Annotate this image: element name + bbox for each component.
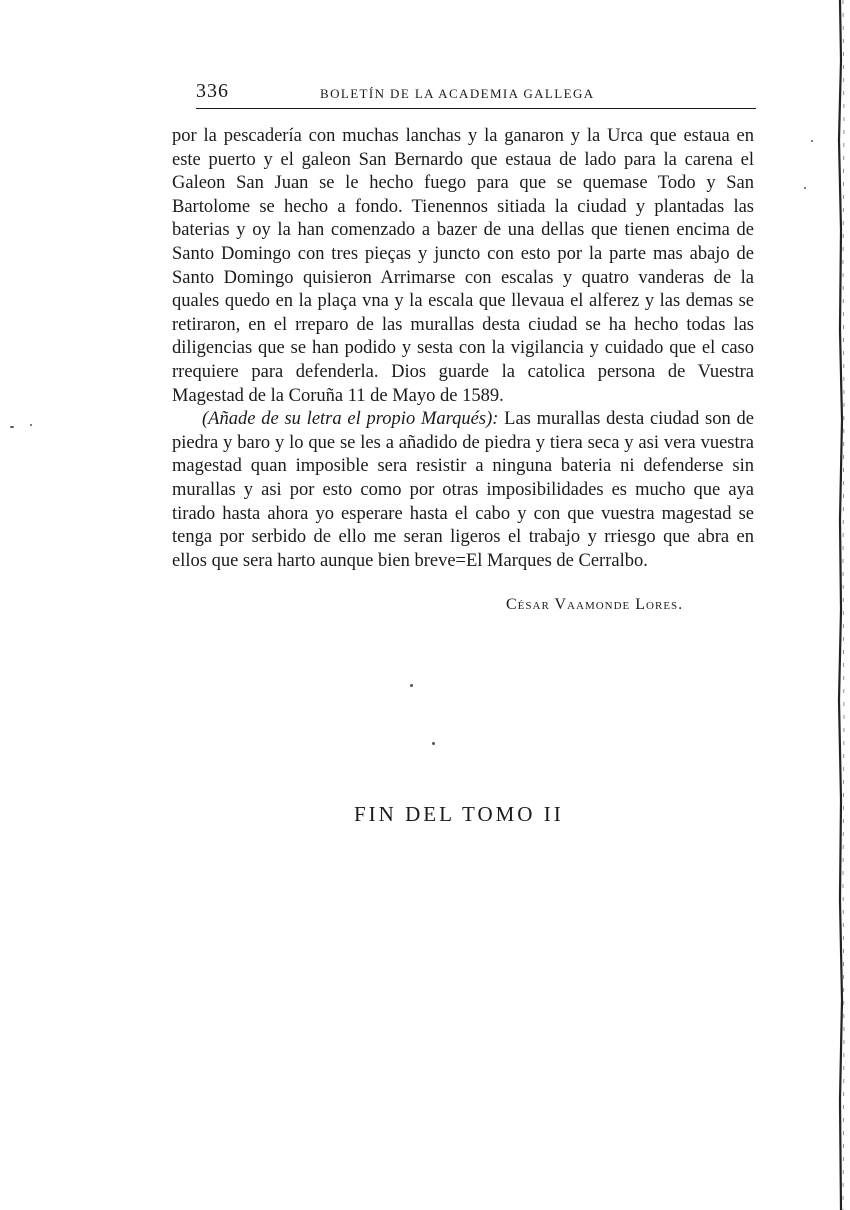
print-speck: [804, 187, 806, 189]
page-number: 336: [196, 80, 229, 102]
author-signature: César Vaamonde Lores.: [506, 596, 684, 613]
page-binding-edge: [836, 0, 846, 1210]
print-speck: [30, 424, 32, 426]
print-speck: [432, 742, 435, 745]
postscript-intro: (Añade de su letra el propio Marqués):: [202, 409, 499, 430]
print-speck: [811, 140, 813, 142]
header-rule: [196, 108, 756, 109]
postscript-paragraph: [172, 408, 754, 573]
print-speck: [410, 684, 413, 687]
letter-paragraph: por la pescadería con muchas lanchas y la ganaron y la Urca que estaua en este puerto y el galeon San Bernardo que estaua de lado para la carena el Galeon San Juan se le hecho fuego para que se quemase Todo y San Bartolome se hecho a fondo. Tienennos sitiada la ciudad y plantadas las baterias y oy la han comenzado a bazer de una dellas que tienen encima de Santo Domingo con tres pieças y juncto con esto por la parte mas abajo de Santo Domingo quisieron Arrimarse con escalas y quatro vanderas de la quales quedo en la plaça vna y la escala que llevaua el alferez y las demas se retiraron, en el rreparo de las murallas desta ciudad se ha hecho todas las diligencias que se han podido y sesta con la vigilancia y cuidado que el caso rrequiere para defenderla. Dios guarde la catolica persona de Vuestra Magestad de la Coruña 11 de Mayo de 1589.: [172, 126, 754, 406]
end-of-volume-heading: FIN DEL TOMO II: [354, 802, 564, 826]
print-speck: [10, 426, 14, 428]
postscript-text: Las murallas desta ciudad son de piedra y baro y lo que se les a añadido de piedra y tiera seca y asi vera vuestra magestad quan imposible sera resistir a ninguna bateria ni defenderse sin murallas y asi por esto como por otras imposibilidades es mucho que aya tirado hasta ahora yo esperare hasta el cabo y con que vuestra magestad se tenga por serbido de ello me seran ligeros el trabajo y rriesgo que abra en ellos que sera harto aunque bien breve=El Marques de Cerralbo.: [172, 409, 754, 571]
letter-text: [172, 125, 754, 573]
page-header: [196, 80, 756, 106]
running-title: BOLETÍN DE LA ACADEMIA GALLEGA: [320, 86, 595, 101]
